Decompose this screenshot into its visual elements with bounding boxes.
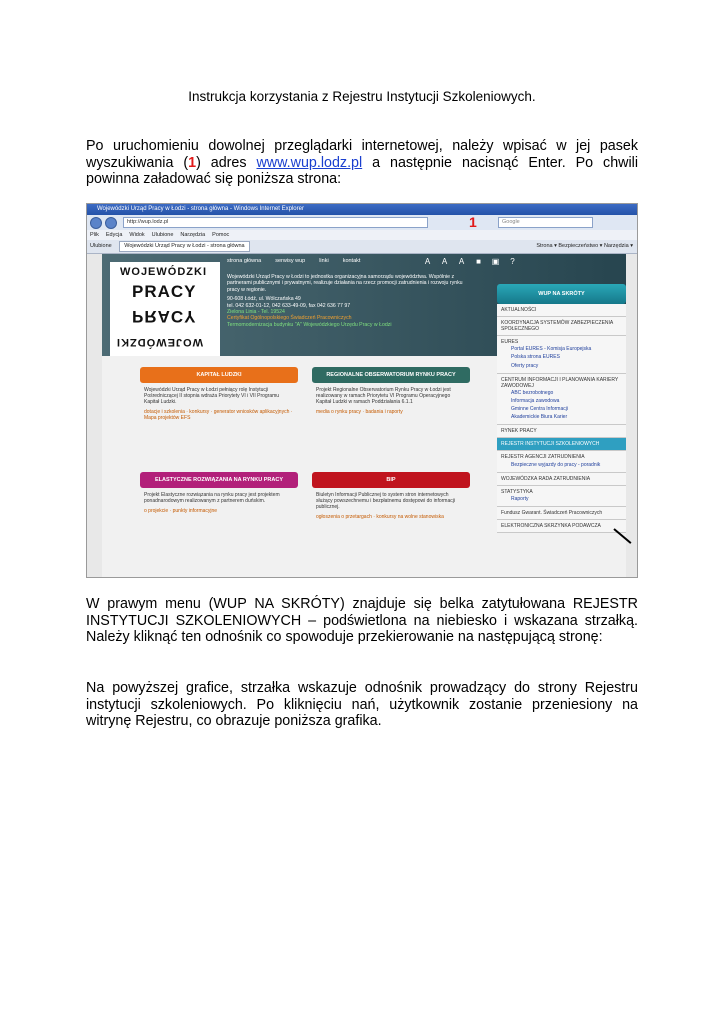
font-medium-icon[interactable]: A [441,257,448,266]
sidebar-sub[interactable]: Portal EURES - Komisja Europejska [511,346,592,353]
sidebar-item-aktualnosci[interactable]: AKTUALNOŚCI [497,304,626,317]
search-input[interactable]: Google [498,217,593,228]
site-nav [227,258,374,264]
accessibility-icons [422,256,524,267]
document-title: Instrukcja korzystania z Rejestru Instytucji Szkoleniowych. [188,89,536,104]
card-head: REGIONALNE OBSERWATORIUM RYNKU PRACY [312,367,470,383]
menu-help[interactable]: Pomoc [212,232,230,238]
sidebar-item-fundusz[interactable]: Fundusz Gwarant. Świadczeń Pracowniczych [497,507,626,520]
sidebar-sub[interactable]: Bezpieczne wyjazdy do pracy - poradnik [511,461,601,468]
site-logo[interactable] [110,262,220,356]
tab-current[interactable]: Wojewódzki Urząd Pracy w Łodzi - strona główna [119,241,249,252]
sidebar-wup-na-skroty [497,284,626,533]
logo-line-1: WOJEWÓDZKI [120,266,207,278]
intro-text-3: a następnie nacisnąć Enter. Po chwili powinna załadować się poniższa strona: [86,154,639,187]
info-text: Wojewódzki Urząd Pracy w Łodzi to jednostka organizacyjna samorządu województwa. Wspólnie z partnerami publicznymi i prywatnymi, realizuje działania na rzecz promocji zatrudnienia i rozwoju rynku pracy w regionie. [227,274,463,293]
card-bip[interactable] [312,472,470,552]
sidebar-label: CENTRUM INFORMACJI I PLANOWANIA KARIERY ZAWODOWEJ [501,376,619,389]
card-obserwatorium[interactable] [312,367,470,447]
sidebar-item-rejestr-instytucji[interactable]: REJESTR INSTYTUCJI SZKOLENIOWYCH [497,438,626,451]
sidebar-item-koordynacja[interactable]: KOORDYNACJA SYSTEMÓW ZABEZPIECZENIA SPOŁECZNEGO [497,317,626,336]
logo-line-2: PRACY [132,282,197,301]
site-info [227,274,465,328]
url-input[interactable]: http://wup.lodz.pl [123,217,428,228]
menu-tools[interactable]: Narzędzia [180,232,206,238]
card-body: Projekt Regionalne Obserwatorium Rynku Pracy w Łodzi jest realizowany w ramach Priorytetu VI Programu Operacyjnego Kapitał Ludzki w ramach Poddziałania 6.1.1 [316,387,451,406]
card-body: Biuletyn Informacji Publicznej to system stron internetowych służący powszechnemu i bezpłatnemu dostępowi do informacji publicznej. [316,492,455,511]
nav-services[interactable]: serwisy wup [275,258,306,264]
card-head: ELASTYCZNE ROZWIĄZANIA NA RYNKU PRACY [140,472,298,488]
website [102,254,626,578]
font-large-icon[interactable]: A [458,257,465,266]
card-links[interactable]: ogłoszenia o przetargach · konkursy na wolne stanowiska [316,514,444,521]
window-title: Wojewódzki Urząd Pracy w Łodzi - strona główna - Windows Internet Explorer [87,204,637,215]
card-head: KAPITAŁ LUDZKI [140,367,298,383]
help-icon[interactable]: ? [510,257,515,266]
sidebar-sub[interactable]: ABC bezrobotnego [511,389,554,396]
sidebar-sub[interactable]: Oferty pracy [511,362,539,369]
card-body: Projekt Elastyczne rozwiązania na rynku pracy jest projektem ponadnarodowym realizowanym z partnerem duńskim. [144,492,280,505]
card-body: Wojewódzki Urząd Pracy w Łodzi pełniący rolę Instytucji Pośredniczącej II stopnia wdraża Priorytety VI i VII Programu Kapitał Ludzki. [144,387,280,406]
sidebar-head[interactable]: WUP NA SKRÓTY [497,284,626,304]
forward-icon[interactable] [105,217,117,229]
favorites-button[interactable]: Ulubione [90,243,112,249]
contrast-icon[interactable]: ■ [476,257,481,266]
card-kapital-ludzki[interactable] [140,367,298,447]
menu-bar [87,230,637,240]
sidebar-item-rejestr-agencji[interactable] [497,451,626,472]
marker-one: 1 [469,214,477,230]
browser-screenshot [86,203,638,578]
paragraph-intro [86,138,638,188]
font-small-icon[interactable]: A [424,257,431,266]
logo-line-4: WOJEWÓDZKI [116,336,203,348]
info-cert[interactable]: Certyfikat Ogólnopolskiego Świadczeń Pracowniczych [227,315,352,322]
sidebar-label: STATYSTYKA [501,488,533,495]
sitemap-icon[interactable]: ▣ [491,257,500,266]
nav-links[interactable]: linki [319,258,329,264]
sidebar-label: REJESTR AGENCJI ZATRUDNIENIA [501,454,585,461]
sidebar-item-centrum[interactable] [497,374,626,426]
sidebar-item-rynek-pracy[interactable]: RYNEK PRACY [497,425,626,438]
paragraph-menu: W prawym menu (WUP NA SKRÓTY) znajduje się belka zatytułowana REJESTR INSTYTUCJI SZKOLENIOWYCH – podświetlona na niebiesko i wskazana strzałką. Należy kliknąć ten odnośnik co spowoduje przekierowanie na następującą stronę: [86,596,638,645]
sidebar-item-eures[interactable] [497,336,626,373]
menu-view[interactable]: Widok [129,232,145,238]
nav-home[interactable]: strona główna [227,258,262,264]
menu-file[interactable]: Plik [90,232,99,238]
menu-edit[interactable]: Edycja [105,232,123,238]
card-links[interactable]: o projekcie · punkty informacyjne [144,508,218,515]
menu-favorites[interactable]: Ulubione [151,232,174,238]
sidebar-item-rada[interactable]: WOJEWÓDZKA RADA ZATRUDNIENIA [497,473,626,486]
info-address: 90-608 Łódź, ul. Wólczańska 49 [227,296,301,303]
logo-line-3: PRACY [132,307,197,326]
info-phone: tel. 042 632-01-12, 042 633-49-09, fax 042 636 77 97 [227,302,351,309]
sidebar-sub[interactable]: Akademickie Biura Karier [511,414,568,421]
address-bar [87,215,637,230]
sidebar-item-statystyka[interactable] [497,486,626,507]
intro-text-1: Po uruchomieniu dowolnej przeglądarki internetowej, należy wpisać w jej pasek wyszukiwania ( [86,138,638,171]
card-head: BIP [312,472,470,488]
sidebar-sub[interactable]: Raporty [511,495,529,502]
paragraph-graphic: Na powyższej grafice, strzałka wskazuje odnośnik prowadzący do strony Rejestru instytucji szkoleniowych. Po kliknięciu nań, użytkownik zostanie przeniesiony na witrynę Rejestru, co obrazuje poniższa grafika. [86,680,638,729]
info-green-line[interactable]: Zielona Linia - Tel. 19524 [227,309,285,316]
card-links[interactable]: dotacje i szkolenia · konkursy · generator wniosków aplikacyjnych · Mapa projektów EFS [144,409,293,422]
sidebar-label: EURES [501,339,519,346]
sidebar-sub[interactable]: Gminne Centra Informacji [511,406,568,413]
sidebar-sub[interactable]: Informacja zawodowa [511,397,560,404]
wup-link[interactable]: www.wup.lodz.pl [256,154,363,171]
sidebar-sub[interactable]: Polska strona EURES [511,354,560,361]
nav-contact[interactable]: kontakt [342,258,361,264]
card-elastyczne[interactable] [140,472,298,552]
sidebar-item-skrzynka[interactable]: ELEKTRONICZNA SKRZYNKA PODAWCZA [497,520,626,533]
tab-bar [87,240,637,254]
intro-text-2: ) adres [196,154,257,171]
toolbar-tools[interactable]: Strona ▾ Bezpieczeństwo ▾ Narzędzia ▾ [536,243,633,249]
info-modern[interactable]: Termomodernizacja budynku "A" Wojewódzkiego Urzędu Pracy w Łodzi [227,321,392,328]
card-links[interactable]: media o rynku pracy · badania i raporty [316,409,403,416]
back-icon[interactable] [90,217,102,229]
marker-number: 1 [188,154,197,171]
